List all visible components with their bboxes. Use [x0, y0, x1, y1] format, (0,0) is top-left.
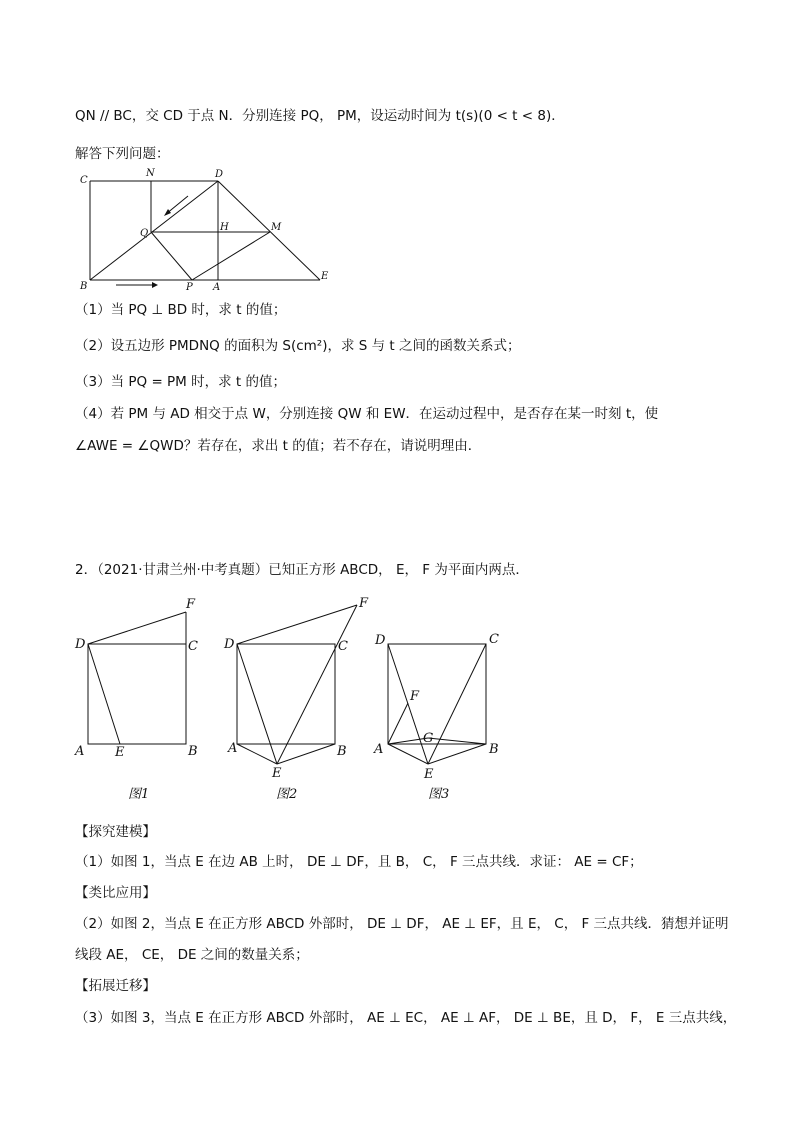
- problem1-q4-line2: ∠AWE = ∠QWD？若存在，求出 t 的值；若不存在，请说明理由．: [75, 438, 482, 454]
- label-H: H: [220, 222, 229, 233]
- problem1-q4-line1: （4）若 PM 与 AD 相交于点 W，分别连接 QW 和 EW．在运动过程中，是否存在某一时刻 t，使: [75, 406, 659, 422]
- fig3-square: [388, 644, 486, 744]
- arrowhead-q: [164, 209, 171, 216]
- fig3-segment-GB: [428, 738, 486, 744]
- section2-title: 【类比应用】: [75, 885, 156, 901]
- segment-PM: [192, 232, 270, 280]
- fig2-label-C: C: [338, 639, 348, 654]
- section3-title: 【拓展迁移】: [75, 978, 156, 994]
- problem1-q1: （1）当 PQ ⊥ BD 时，求 t 的值；: [75, 302, 287, 318]
- problem2-figures: [60, 590, 510, 810]
- fig3-label-E: E: [424, 767, 434, 782]
- label-Q: Q: [140, 228, 149, 239]
- fig2-label-E: E: [272, 766, 282, 781]
- fig2-segment-FE: [277, 605, 357, 764]
- label-P: P: [186, 282, 193, 293]
- fig1-segment-DE: [88, 644, 120, 744]
- fig1-label-E: E: [115, 745, 125, 760]
- section2-text-line1: （2）如图 2，当点 E 在正方形 ABCD 外部时， DE ⊥ DF， AE ⊥ EF，且 E， C， F 三点共线．猜想并证明: [75, 916, 729, 932]
- label-M: M: [271, 222, 282, 233]
- section3-text: （3）如图 3，当点 E 在正方形 ABCD 外部时， AE ⊥ EC， AE ⊥ AF， DE ⊥ BE，且 D， F， E 三点共线，: [75, 1010, 737, 1026]
- fig3-segment-CE: [428, 644, 486, 764]
- label-C: C: [80, 175, 88, 186]
- fig3-label-B: B: [489, 742, 499, 757]
- problem1-q2: （2）设五边形 PMDNQ 的面积为 S(cm²)，求 S 与 t 之间的函数关系式；: [75, 338, 521, 354]
- fig3-label-G: G: [423, 731, 434, 746]
- segment-BD: [90, 181, 218, 280]
- fig2-caption: 图2: [276, 787, 298, 802]
- fig2-label-B: B: [337, 744, 347, 759]
- fig3-label-D: D: [375, 633, 386, 648]
- fig2-label-F: F: [359, 596, 369, 611]
- section2-text-line2: 线段 AE， CE， DE 之间的数量关系；: [75, 947, 309, 963]
- fig3-label-A: A: [374, 742, 384, 757]
- fig1-label-D: D: [75, 637, 86, 652]
- fig3-label-F: F: [410, 689, 420, 704]
- fig2-segment-DE: [237, 644, 277, 764]
- fig1-segment-DF: [88, 612, 186, 644]
- fig2-label-A: A: [228, 741, 238, 756]
- problem1-q3: （3）当 PQ = PM 时，求 t 的值；: [75, 374, 286, 390]
- label-N: N: [146, 168, 155, 179]
- segment-PQ: [151, 232, 192, 280]
- fig1-label-C: C: [188, 639, 198, 654]
- problem1-prompt: 解答下列问题：: [75, 146, 170, 162]
- fig1-square: [88, 644, 186, 744]
- fig1-label-F: F: [186, 597, 196, 612]
- fig1-caption: 图1: [128, 787, 150, 802]
- label-A: A: [213, 282, 221, 293]
- section1-title: 【探究建模】: [75, 824, 156, 840]
- label-E: E: [321, 271, 329, 282]
- fig3-segment-AF: [388, 703, 408, 744]
- fig2-label-D: D: [224, 637, 235, 652]
- problem1-intro: QN // BC，交 CD 于点 N．分别连接 PQ， PM，设运动时间为 t(s)(0 < t < 8)．: [75, 108, 565, 124]
- arrowhead-p: [152, 282, 158, 288]
- fig1-label-B: B: [188, 744, 198, 759]
- fig1-label-A: A: [75, 744, 85, 759]
- fig3-label-C: C: [489, 632, 499, 647]
- fig3-caption: 图3: [428, 787, 450, 802]
- section1-text: （1）如图 1，当点 E 在边 AB 上时， DE ⊥ DF，且 B， C， F 三点共线．求证： AE = CF；: [75, 854, 643, 870]
- fig3-segment-AG: [388, 738, 428, 744]
- label-B: B: [80, 281, 88, 292]
- label-D: D: [215, 169, 224, 180]
- fig2-square: [237, 644, 335, 744]
- segment-DE: [218, 181, 320, 280]
- problem2-header: 2．（2021·甘肃兰州·中考真题）已知正方形 ABCD， E， F 为平面内两点．: [75, 562, 529, 578]
- problem1-figure: [60, 164, 350, 294]
